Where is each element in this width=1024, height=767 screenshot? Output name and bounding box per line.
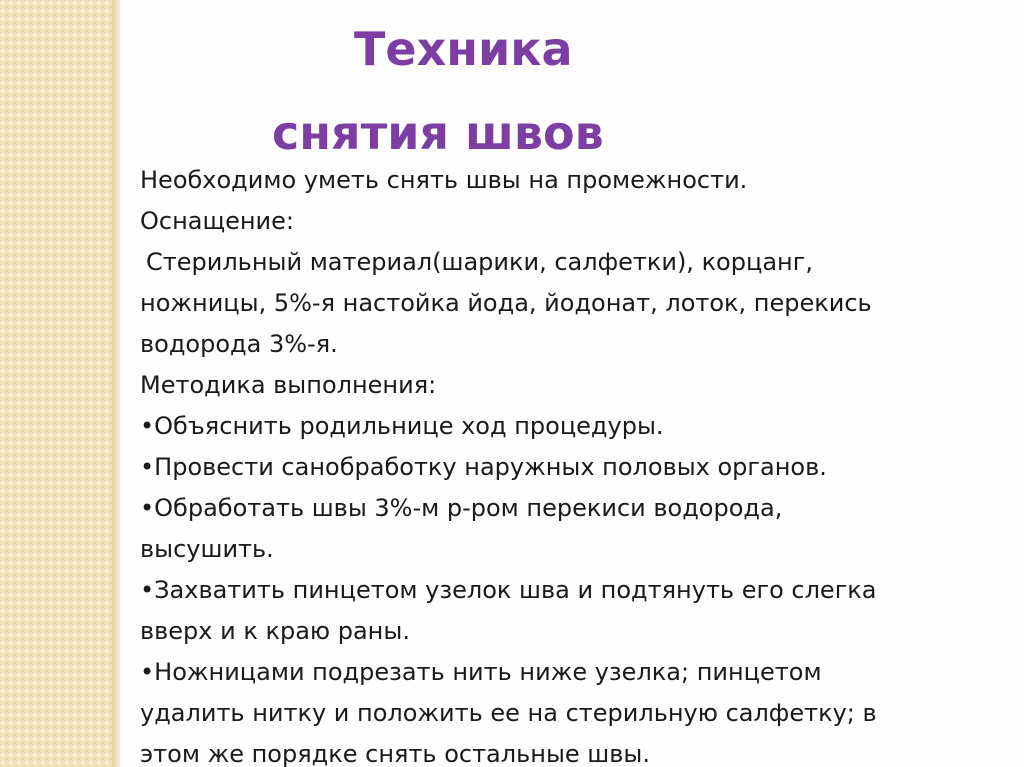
body-line: Методика выполнения: (140, 371, 437, 399)
bullet-item: •Объяснить родильнице ход процедуры. (140, 412, 664, 440)
bullet-continuation: вверх и к краю раны. (140, 617, 410, 645)
bullet-continuation: удалить нитку и положить ее на стерильную салфетку; в (140, 699, 877, 727)
slide-title-line-2: снятия швов (272, 106, 604, 160)
bullet-item: •Обработать швы 3%-м р-ром перекиси водорода, (140, 494, 783, 522)
body-line: ножницы, 5%-я настойка йода, йодонат, лоток, перекись (140, 289, 872, 317)
slide-body (140, 160, 1010, 767)
body-line: Необходимо уметь снять швы на промежности. (140, 166, 748, 194)
decorative-side-strip (0, 0, 112, 767)
bullet-continuation: этом же порядке снять остальные швы. (140, 740, 650, 767)
bullet-item: •Провести санобработку наружных половых органов. (140, 453, 827, 481)
decorative-strip-edge (112, 0, 120, 767)
body-line: Стерильный материал(шарики, салфетки), корцанг, (146, 248, 813, 276)
slide-title-line-1: Техника (354, 22, 573, 76)
body-line: Оснащение: (140, 207, 294, 235)
body-line: водорода 3%-я. (140, 330, 338, 358)
bullet-continuation: высушить. (140, 535, 274, 563)
bullet-item: •Ножницами подрезать нить ниже узелка; пинцетом (140, 658, 822, 686)
bullet-item: •Захватить пинцетом узелок шва и подтянуть его слегка (140, 576, 877, 604)
